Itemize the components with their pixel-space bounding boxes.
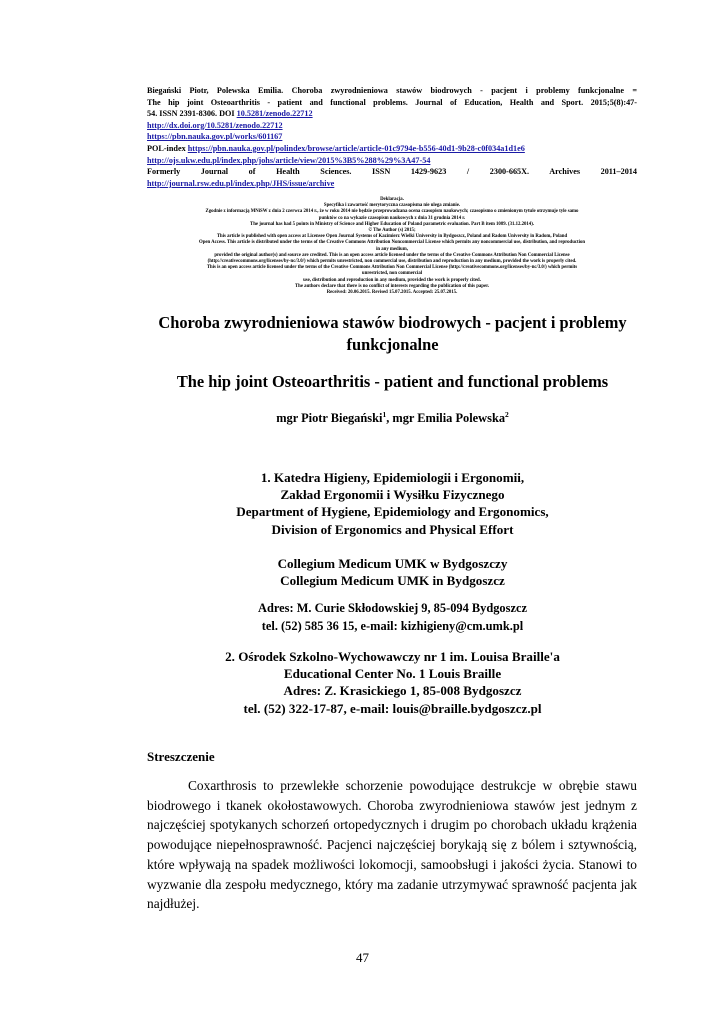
ojs-article-link[interactable]: http://ojs.ukw.edu.pl/index.php/johs/article/view/2015%3B5%288%29%3A47-54 [147, 155, 431, 165]
affiliation-line: Zakład Ergonomii i Wysiłku Fizycznego [280, 487, 505, 503]
declaration-line: This is an open access article licensed under the terms of the Creative Commons Attribution Non Commercial License (http://creativecommons.org/licenses/by-nc/3.0/) which permits [206, 265, 578, 271]
declaration-block [145, 197, 639, 296]
abstract-paragraph: Coxarthrosis to przewlekłe schorzenie powodujące destrukcje w obrębie stawu biodrowego i tkanek okołostawowych. Choroba zwyrodnieniowa stawów jest jednym z najczęściej spotykanych schorzeń ortopedycznych i drugim po chorobach układu krążenia powodujące niepełnosprawność. Pacjenci najczęściej borykają się z bólem i sztywnością, które wpływają na spadek możliwości lokomocji, samoobsługi i jakości życia. Stanowi to wyzwanie dla zespołu medycznego, który ma zadanie utrzymywać sprawność pacjenta jak najdłużej. [147, 778, 637, 912]
affiliation-line: Educational Center No. 1 Louis Braille [283, 666, 502, 682]
dx-doi-link[interactable]: http://dx.doi.org/10.5281/zenodo.22712 [147, 120, 283, 130]
polindex-line [147, 143, 637, 155]
abstract-body [147, 776, 637, 914]
authors [140, 410, 645, 426]
declaration-line: Deklaracja. [380, 197, 404, 202]
affiliation-line: Adres: M. Curie Skłodowskiej 9, 85-094 Bydgoszcz [258, 601, 527, 615]
declaration-line: This article is published with open access at Licensee Open Journal Systems of Kazimierz Wielki University in Bydgoszcz, Poland and Radom University in Radom, Poland [216, 234, 568, 240]
abstract-heading: Streszczenie [147, 749, 215, 764]
polindex-label: POL-index [147, 143, 186, 153]
declaration-line: use, distribution and reproduction in any medium, provided the work is properly cited. [303, 277, 481, 283]
affiliation-line: Division of Ergonomics and Physical Effort [271, 521, 514, 537]
citation-line: The hip joint Osteoarthritis - patient and functional problems. Journal of Education, Health and Sport. 2015;5(8):47- [147, 97, 637, 107]
citation-line: Biegański Piotr, Polewska Emilia. Choroba zwyrodnieniowa stawów biodrowych - pacjent i problemy funkcjonalne = [147, 86, 637, 95]
affiliation-address [140, 600, 645, 635]
affiliation-line: Department of Hygiene, Epidemiology and Ergonomics, [236, 504, 549, 520]
declaration-line: unrestricted, non commercial [361, 271, 423, 277]
declaration-line: The journal has had 5 points in Ministry of Science and Higher Education of Poland parametric evaluation. Part B item 1089. (31.12.2014). [250, 221, 534, 227]
title-polish-line: Choroba zwyrodnieniowa stawów biodrowych - pacjent i problemy [158, 313, 627, 332]
author-name: mgr Piotr Biegański [276, 411, 383, 426]
declaration-line: The authors declare that there is no conflict of interests regarding the publication of this paper. [294, 283, 489, 289]
polindex-link[interactable]: https://pbn.nauka.gov.pl/polindex/browse/article/article-01c9794e-b556-40d1-9b28-c0f034a1d1e6 [187, 143, 525, 153]
author-name: , mgr Emilia Polewska [386, 411, 506, 426]
affiliation-line: Collegium Medicum UMK in Bydgoszcz [280, 573, 505, 589]
affiliation-line: tel. (52) 585 36 15, e-mail: kizhigieny@cm.umk.pl [261, 618, 524, 633]
doi-link[interactable]: 10.5281/zenodo.22712 [236, 109, 313, 119]
affiliation-2 [140, 648, 645, 717]
affiliation-line: 2. Ośrodek Szkolno-Wychowawczy nr 1 im. Louisa Braille'a [225, 649, 560, 664]
title-english: The hip joint Osteoarthritis - patient and functional problems [176, 372, 609, 391]
archive-link[interactable]: http://journal.rsw.edu.pl/index.php/JHS/issue/archive [147, 178, 335, 188]
page-number: 47 [356, 950, 369, 965]
affiliation-line: 1. Katedra Higieny, Epidemiologii i Ergonomii, [260, 470, 525, 485]
declaration-line: in any medium, [376, 246, 408, 252]
affiliation-1 [140, 469, 645, 538]
declaration-line: Specyfika i zawartość merytoryczna czasopisma nie ulega zmianie. [323, 203, 461, 209]
citation-issn: 54. ISSN 2391-8306. DOI [147, 109, 235, 119]
author-affiliation-marker: 2 [505, 410, 509, 419]
declaration-line: Received: 20.06.2015. Revised 15.07.2015. Accepted: 25.07.2015. [326, 290, 458, 296]
affiliation-line: Collegium Medicum UMK w Bydgoszczy [277, 556, 508, 571]
declaration-line: (http://creativecommons.org/licenses/by-nc/3.0/) which permits unrestricted, non commercial use, distribution and reproduction in any medium, provided the work is properly cited. [207, 259, 577, 265]
affiliation-line: tel. (52) 322-17-87, e-mail: louis@braille.bydgoszcz.pl [243, 700, 542, 716]
citation-line [147, 108, 637, 120]
title-polish [140, 312, 645, 356]
author-affiliation-marker: 1 [382, 410, 387, 419]
declaration-line: punktów co na wykazie czasopism naukowych z dnia 31 grudnia 2014 r. [318, 215, 466, 221]
declaration-line: © The Author (s) 2015; [368, 228, 416, 234]
declaration-line: Open Access. This article is distributed under the terms of the Creative Commons Attribution Noncommercial License which permits any noncommercial use, distribution, and reproduction [198, 240, 586, 246]
declaration-line: provided the original author(s) and source are credited. This is an open access article licensed under the terms of the Creative Commons Attribution Non Commercial License [214, 252, 570, 258]
title-polish-line: funkcjonalne [346, 335, 439, 354]
affiliation-line: Adres: Z. Krasickiego 1, 85-008 Bydgoszcz [283, 683, 522, 699]
pbn-works-link[interactable]: https://pbn.nauka.gov.pl/works/601167 [147, 132, 283, 142]
citation-block [147, 85, 637, 189]
formerly-line: Formerly Journal of Health Sciences. ISSN 1429-9623 / 2300-665X. Archives 2011–2014 [147, 167, 637, 177]
declaration-line: Zgodnie z informacją MNiSW z dnia 2 czerwca 2014 r., że w roku 2014 nie będzie przeprowadzana ocena czasopism naukowych; czasopismo o zmienionym tytule otrzymuje tyle samo [205, 209, 579, 215]
affiliation-college [140, 555, 645, 589]
